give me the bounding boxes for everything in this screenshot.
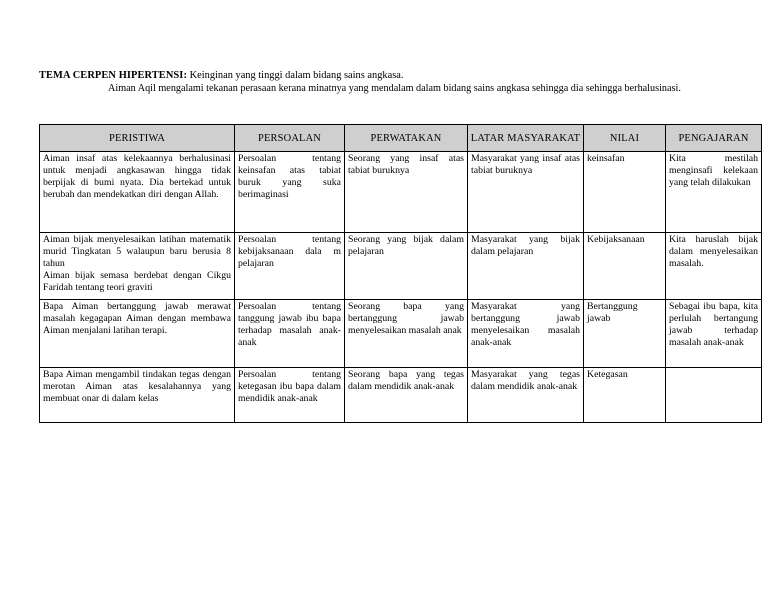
nilai-cell: keinsafan [584,152,666,233]
persoalan-cell: Persoalan tentang ketegasan ibu bapa dalam mendidik anak-anak [235,368,345,423]
nilai-cell: Bertanggung jawab [584,300,666,368]
table-row [40,152,762,233]
latar-cell: Masyarakat yang bertanggung jawab menyelesaikan masalah anak-anak [468,300,584,368]
header-latar-masyarakat: LATAR MASYARAKAT [468,125,584,152]
header-peristiwa: PERISTIWA [40,125,235,152]
persoalan-cell: Persoalan tentang tanggung jawab ibu bapa terhadap masalah anak-anak [235,300,345,368]
latar-cell: Masyarakat yang bijak dalam pelajaran [468,233,584,300]
perwatakan-cell: Seorang yang bijak dalam pelajaran [345,233,468,300]
peristiwa-cell [40,233,235,300]
peristiwa-cell: Bapa Aiman bertanggung jawab merawat masalah kegagapan Aiman dengan membawa Aiman menjalani latihan terapi. [40,300,235,368]
theme-line [39,69,403,82]
header-perwatakan: PERWATAKAN [345,125,468,152]
nilai-cell: Ketegasan [584,368,666,423]
header-nilai: NILAI [584,125,666,152]
peristiwa-text: Aiman bijak menyelesaikan latihan matematik murid Tingkatan 5 walaupun baru berusia 8 tahun [43,234,231,269]
analysis-table [39,124,762,423]
theme-value: Keinginan yang tinggi dalam bidang sains angkasa. [189,70,404,81]
pengajaran-cell [666,368,762,423]
peristiwa-text-2: Aiman bijak semasa berdebat dengan Cikgu Faridah tentang teori graviti [43,269,231,293]
perwatakan-cell: Seorang bapa yang tegas dalam mendidik anak-anak [345,368,468,423]
pengajaran-cell: Sebagai ibu bapa, kita perlulah bertangung jawab terhadap masalah anak-anak [666,300,762,368]
table-row [40,233,762,300]
latar-cell: Masyarakat yang tegas dalam mendidik anak-anak [468,368,584,423]
pengajaran-cell: Kita haruslah bijak dalam menyelesaikan masalah. [666,233,762,300]
perwatakan-cell: Seorang yang insaf atas tabiat buruknya [345,152,468,233]
header-pengajaran: PENGAJARAN [666,125,762,152]
persoalan-cell: Persoalan tentang keinsafan atas tabiat buruk yang suka berimaginasi [235,152,345,233]
persoalan-cell: Persoalan tentang kebijaksanaan dala m pelajaran [235,233,345,300]
theme-label: TEMA CERPEN HIPERTENSI: [39,70,188,81]
peristiwa-cell: Bapa Aiman mengambil tindakan tegas dengan merotan Aiman atas kesalahannya yang membuat onar di dalam kelas [40,368,235,423]
pengajaran-cell: Kita mestilah menginsafi kelekaan yang telah dilakukan [666,152,762,233]
header-persoalan: PERSOALAN [235,125,345,152]
story-summary: Aiman Aqil mengalami tekanan perasaan kerana minatnya yang mendalam dalam bidang sains angkasa sehingga dia sehingga berhalusinasi. [108,83,681,94]
table-row [40,300,762,368]
table-row [40,368,762,423]
perwatakan-cell: Seorang bapa yang bertanggung jawab menyelesaikan masalah anak [345,300,468,368]
latar-cell: Masyarakat yang insaf atas tabiat buruknya [468,152,584,233]
peristiwa-cell: Aiman insaf atas kelekaannya berhalusinasi untuk menjadi angkasawan hingga tidak berpijak di bumi nyata. Dia bertekad untuk berubah dan mendekatkan diri dengan Allah. [40,152,235,233]
nilai-cell: Kebijaksanaan [584,233,666,300]
table-header-row [40,125,762,152]
